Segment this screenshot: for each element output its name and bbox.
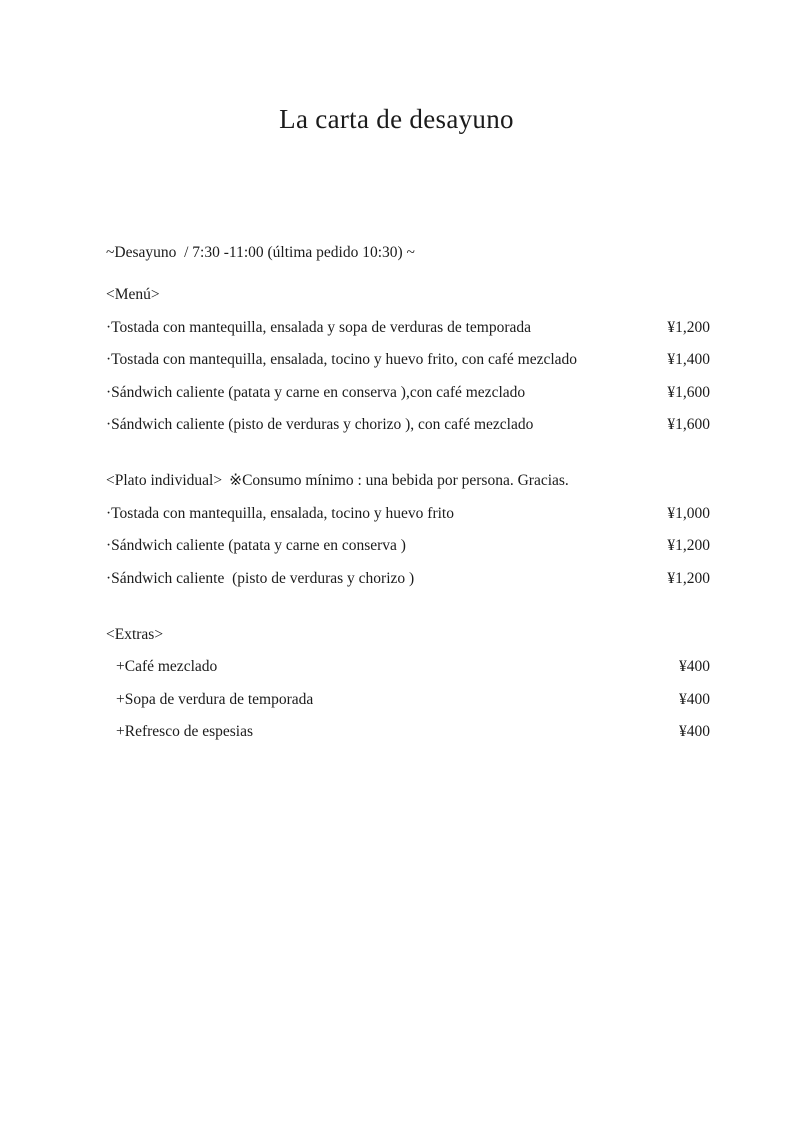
section-plato-individual	[106, 465, 710, 595]
menu-item-row	[106, 716, 710, 748]
menu-item-row	[106, 684, 710, 716]
item-price: ¥400	[679, 723, 710, 741]
item-name: ·Sándwich caliente (pisto de verduras y chorizo )	[106, 569, 415, 587]
item-price: ¥1,600	[667, 383, 710, 401]
section-extras	[106, 619, 710, 749]
item-price: ¥1,600	[667, 416, 710, 434]
item-price: ¥400	[679, 690, 710, 708]
item-price: ¥1,000	[667, 504, 710, 522]
section-heading-row	[106, 619, 710, 651]
section-heading: <Extras>	[106, 626, 164, 644]
menu-item-row	[106, 344, 710, 376]
item-price: ¥1,200	[667, 318, 710, 336]
section-heading: <Plato individual>	[106, 472, 223, 490]
item-name: ·Tostada con mantequilla, ensalada y sopa de verduras de temporada	[106, 318, 532, 336]
section-heading-row	[106, 465, 710, 497]
item-name: ·Sándwich caliente (patata y carne en conserva ),con café mezclado	[106, 383, 526, 401]
item-price: ¥1,400	[667, 351, 710, 369]
section-menu	[106, 279, 710, 441]
item-price: ¥400	[679, 658, 710, 676]
item-name: +Refresco de espesias	[116, 723, 253, 741]
item-name: ·Sándwich caliente (patata y carne en conserva )	[106, 537, 406, 555]
menu-item-row	[106, 409, 710, 441]
item-name: +Sopa de verdura de temporada	[116, 690, 314, 708]
menu-item-row	[106, 563, 710, 595]
menu-item-row	[106, 498, 710, 530]
item-price: ¥1,200	[667, 537, 710, 555]
menu-item-row	[106, 651, 710, 683]
menu-content	[0, 237, 793, 749]
service-hours: ~Desayuno / 7:30 -11:00 (última pedido 10:30) ~	[106, 244, 415, 261]
item-name: ·Tostada con mantequilla, ensalada, tocino y huevo frito, con café mezclado	[106, 351, 578, 369]
item-name: ·Tostada con mantequilla, ensalada, tocino y huevo frito	[106, 504, 454, 522]
menu-item-row	[106, 377, 710, 409]
menu-item-row	[106, 312, 710, 344]
menu-item-row	[106, 530, 710, 562]
item-price: ¥1,200	[667, 569, 710, 587]
section-heading-row	[106, 279, 710, 311]
section-heading: <Menú>	[106, 286, 160, 304]
page-title: La carta de desayuno	[279, 104, 514, 134]
item-name: ·Sándwich caliente (pisto de verduras y chorizo ), con café mezclado	[106, 416, 534, 434]
section-note: ※Consumo mínimo : una bebida por persona. Gracias.	[229, 472, 569, 490]
item-name: +Café mezclado	[116, 658, 218, 676]
